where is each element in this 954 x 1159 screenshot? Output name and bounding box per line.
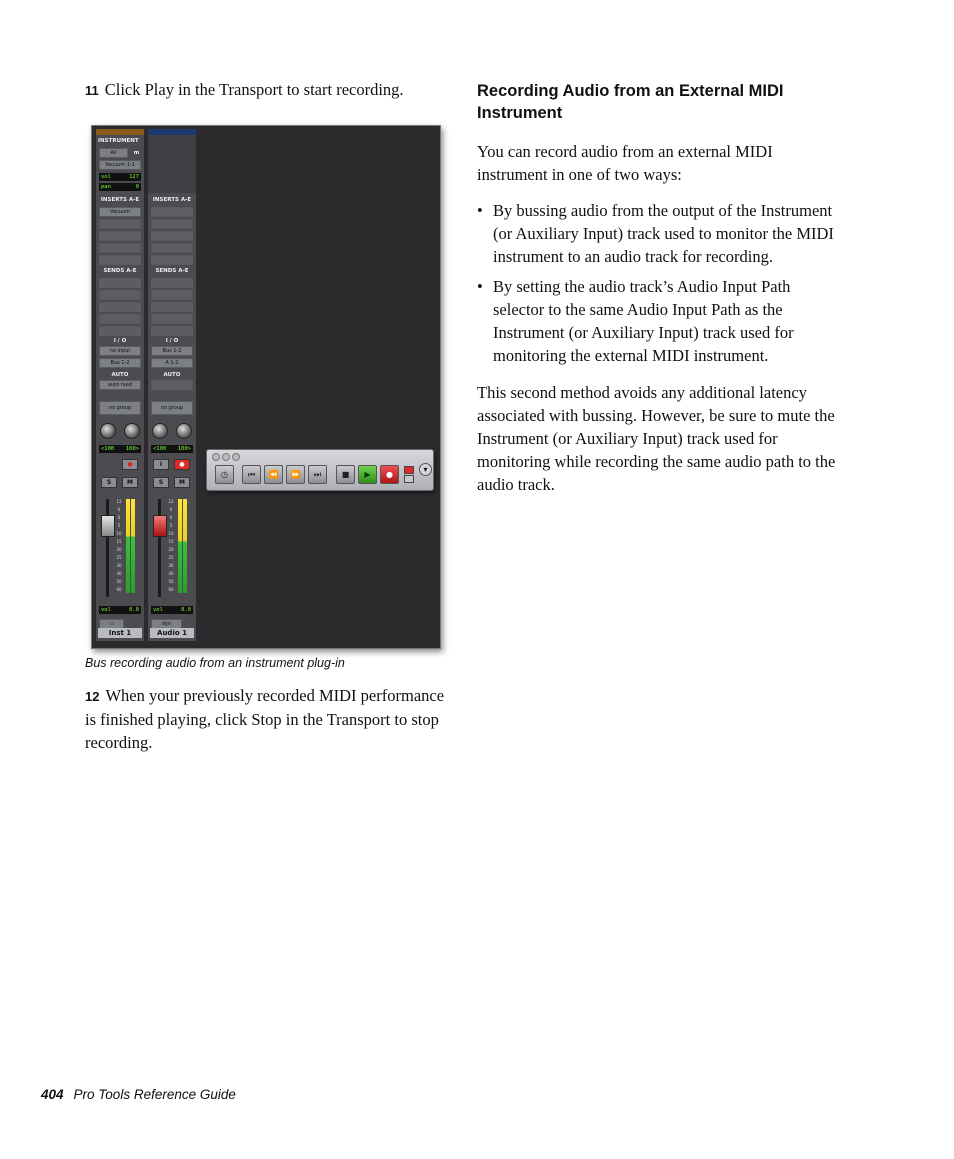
meter-scale-label: 12: [168, 499, 174, 504]
send-slot-b[interactable]: [151, 290, 193, 300]
meter-scale-label: 0: [117, 515, 121, 520]
intro-paragraph: You can record audio from an external MIDI instrument in one of two ways:: [477, 142, 773, 184]
insert-slot-d[interactable]: [99, 243, 141, 253]
mixer-window-figure: [91, 125, 441, 649]
volume-fader[interactable]: [101, 515, 115, 537]
level-meter-left: [178, 499, 182, 593]
meter-scale-label: 20: [116, 547, 122, 552]
insert-slot-e[interactable]: [151, 255, 193, 265]
record-enable-button[interactable]: ●: [122, 459, 138, 470]
volume-display: vol 0.0: [101, 607, 139, 613]
insert-slot-b[interactable]: [151, 219, 193, 229]
step-text: When your previously recorded MIDI performance is finished playing, click Stop in the Transport to stop recording.: [85, 686, 445, 752]
close-window-button[interactable]: [212, 453, 220, 461]
meter-scale-label: 6: [169, 507, 173, 512]
return-to-zero-button[interactable]: ⏮: [242, 465, 261, 484]
meter-scale-label: 25: [168, 555, 174, 560]
mute-button[interactable]: M: [174, 477, 190, 488]
meter-scale-label: 0: [169, 515, 173, 520]
zoom-window-button[interactable]: [232, 453, 240, 461]
auto-label: AUTO: [111, 372, 129, 378]
pan-right-knob[interactable]: [176, 423, 192, 439]
sends-label: SENDS A-E: [103, 268, 137, 274]
volume-fader-track: [158, 499, 161, 597]
meter-scale-label: 5: [117, 523, 121, 528]
level-meter-left: [126, 499, 130, 593]
pan-right-knob[interactable]: [124, 423, 140, 439]
track-name[interactable]: Inst 1: [98, 628, 142, 638]
track-comments-button[interactable]: ▭: [99, 619, 124, 629]
level-meter-right: [131, 499, 135, 593]
meter-scale-label: 5: [169, 523, 173, 528]
right-column: [477, 80, 839, 496]
section-heading: Recording Audio from an External MIDI Instrument: [477, 82, 784, 122]
midi-mute-button[interactable]: m: [133, 150, 140, 156]
pre-roll-indicator[interactable]: [404, 466, 414, 474]
track-color-bar: [96, 129, 144, 135]
midi-pan-display: pan 0: [101, 184, 139, 190]
level-meter-right: [183, 499, 187, 593]
step-number: 12: [85, 689, 100, 704]
insert-slot-a[interactable]: Vacuum: [99, 207, 141, 217]
method-list: [477, 199, 839, 367]
instrument-track-strip: [96, 129, 144, 641]
send-slot-c[interactable]: [151, 302, 193, 312]
insert-slot-c[interactable]: [99, 231, 141, 241]
step-text: Click Play in the Transport to start recording.: [104, 80, 404, 99]
inserts-label: INSERTS A-E: [100, 197, 140, 203]
dyn-button[interactable]: dyn: [151, 619, 182, 629]
send-slot-e[interactable]: [151, 326, 193, 336]
list-item: • By bussing audio from the output of the Instrument (or Auxiliary Input) track used to monitor the MIDI instrument to an audio track for recording.: [477, 199, 839, 268]
sends-label: SENDS A-E: [155, 268, 189, 274]
insert-slot-a[interactable]: [151, 207, 193, 217]
send-slot-d[interactable]: [151, 314, 193, 324]
meter-scale-label: 12: [116, 499, 122, 504]
meter-scale-label: 50: [168, 579, 174, 584]
auto-label: AUTO: [163, 372, 181, 378]
meter-scale-label: 20: [168, 547, 174, 552]
step-12: [85, 684, 447, 754]
record-enable-button[interactable]: ●: [174, 459, 190, 470]
output-selector[interactable]: Bus 1-2: [99, 358, 141, 368]
io-label: I / O: [113, 338, 127, 344]
group-selector[interactable]: no group: [99, 401, 141, 415]
fast-forward-button[interactable]: ⏩: [286, 465, 305, 484]
record-button[interactable]: ●: [380, 465, 399, 484]
page-number: 404: [41, 1087, 64, 1102]
meter-scale-label: 50: [116, 579, 122, 584]
left-column: [85, 78, 447, 102]
midi-volume-display: vol 127: [101, 174, 139, 180]
insert-slot-c[interactable]: [151, 231, 193, 241]
pan-display: <100 100>: [101, 446, 139, 452]
group-selector[interactable]: no group: [151, 401, 193, 415]
solo-button[interactable]: S: [153, 477, 169, 488]
send-slot-e[interactable]: [99, 326, 141, 336]
mute-button[interactable]: M: [122, 477, 138, 488]
rewind-button[interactable]: ⏪: [264, 465, 283, 484]
instrument-header: INSTRUMENT: [98, 138, 139, 144]
send-slot-c[interactable]: [99, 302, 141, 312]
track-name[interactable]: Audio 1: [150, 628, 194, 638]
transport-window: [206, 449, 434, 491]
volume-fader[interactable]: [153, 515, 167, 537]
guide-title: Pro Tools Reference Guide: [73, 1087, 236, 1102]
input-selector[interactable]: Bus 1-2: [151, 346, 193, 356]
pan-display: <100 100>: [153, 446, 191, 452]
meter-scale-label: 6: [117, 507, 121, 512]
post-roll-indicator[interactable]: [404, 475, 414, 483]
audio-track-strip: [148, 129, 196, 641]
solo-button[interactable]: S: [101, 477, 117, 488]
midi-output-selector[interactable]: Vacuum 1-1: [99, 160, 141, 170]
step-12-block: [85, 684, 447, 754]
minimize-window-button[interactable]: [222, 453, 230, 461]
meter-scale-label: 40: [168, 571, 174, 576]
page-footer: [41, 1087, 236, 1102]
pan-left-knob[interactable]: [152, 423, 168, 439]
insert-slot-d[interactable]: [151, 243, 193, 253]
step-11: [85, 78, 447, 102]
insert-slot-b[interactable]: [99, 219, 141, 229]
step-number: 11: [85, 83, 99, 98]
meter-scale-label: 10: [116, 531, 122, 536]
online-button[interactable]: ◷: [215, 465, 234, 484]
closing-paragraph: This second method avoids any additional latency associated with bussing. However, be sure to mute the Instrument (or Auxiliary Input) track used for monitoring while recording the same audio path to the audio track.: [477, 383, 836, 494]
figure-caption: Bus recording audio from an instrument plug-in: [85, 656, 345, 670]
io-label: I / O: [165, 338, 179, 344]
pan-left-knob[interactable]: [100, 423, 116, 439]
meter-scale-label: 40: [116, 571, 122, 576]
input-selector[interactable]: no input: [99, 346, 141, 356]
meter-scale-label: 60: [168, 587, 174, 592]
transport-menu-icon[interactable]: ▾: [419, 463, 432, 476]
go-to-end-button[interactable]: ⏭: [308, 465, 327, 484]
inserts-label: INSERTS A-E: [152, 197, 192, 203]
automation-mode-selector[interactable]: [151, 380, 193, 390]
meter-scale-label: 30: [116, 563, 122, 568]
volume-fader-track: [106, 499, 109, 597]
send-slot-a[interactable]: [151, 278, 193, 288]
meter-scale-label: 25: [116, 555, 122, 560]
send-slot-d[interactable]: [99, 314, 141, 324]
insert-slot-e[interactable]: [99, 255, 141, 265]
play-button[interactable]: ▶: [358, 465, 377, 484]
meter-scale-label: 30: [168, 563, 174, 568]
list-item: • By setting the audio track’s Audio Input Path selector to the same Audio Input Path as the Instrument (or Auxiliary Input) track used for monitoring the external MIDI instrument.: [477, 275, 839, 367]
empty-instrument-area: [148, 135, 196, 193]
automation-mode-selector[interactable]: auto read: [99, 380, 141, 390]
stop-button[interactable]: ■: [336, 465, 355, 484]
input-monitor-button[interactable]: I: [153, 459, 169, 470]
send-slot-a[interactable]: [99, 278, 141, 288]
meter-scale-label: 10: [168, 531, 174, 536]
volume-display: vol 0.0: [153, 607, 191, 613]
meter-scale-label: 60: [116, 587, 122, 592]
midi-input-selector[interactable]: All: [99, 148, 128, 158]
send-slot-b[interactable]: [99, 290, 141, 300]
output-selector[interactable]: A 1-2: [151, 358, 193, 368]
meter-scale-label: 15: [116, 539, 122, 544]
meter-scale-label: 15: [168, 539, 174, 544]
